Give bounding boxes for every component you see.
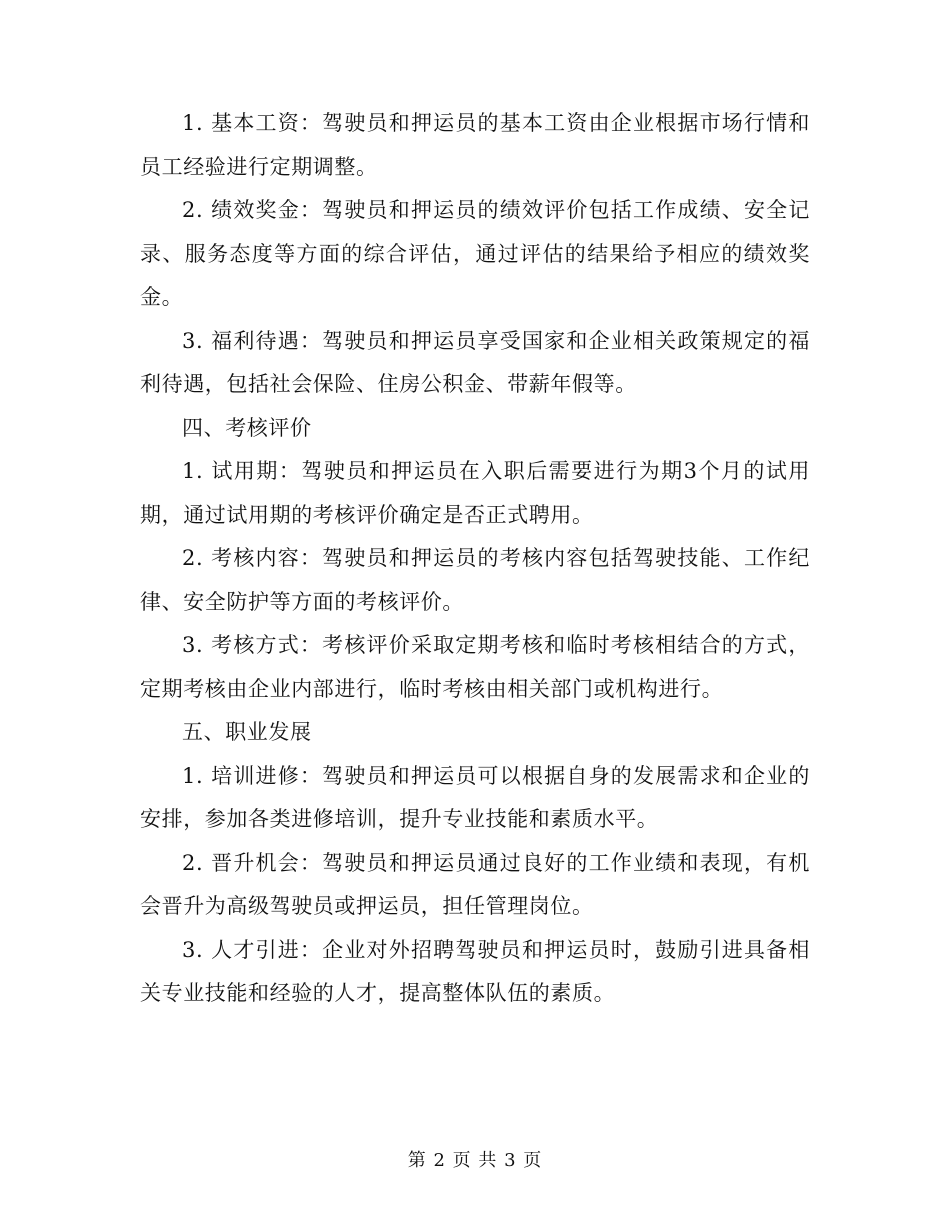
page-footer: 第 2 页 共 3 页: [407, 1150, 543, 1171]
section-heading-assessment: 四、考核评价: [182, 415, 312, 440]
paragraph-talent: 3. 人才引进：企业对外招聘驾驶员和押运员时，鼓励引进具备相关专业技能和经验的人才，提高整体队伍的素质。: [140, 937, 810, 1005]
paragraph-performance-bonus: 2. 绩效奖金：驾驶员和押运员的绩效评价包括工作成绩、安全记录、服务态度等方面的综合评估，通过评估的结果给予相应的绩效奖金。: [140, 198, 810, 309]
paragraph-assessment-method: 3. 考核方式：考核评价采取定期考核和临时考核相结合的方式，定期考核由企业内部进行，临时考核由相关部门或机构进行。: [140, 633, 810, 701]
paragraph-assessment-content: 2. 考核内容：驾驶员和押运员的考核内容包括驾驶技能、工作纪律、安全防护等方面的考核评价。: [140, 546, 810, 614]
paragraph-basic-salary: 1. 基本工资：驾驶员和押运员的基本工资由企业根据市场行情和员工经验进行定期调整。: [140, 111, 810, 179]
paragraph-training: 1. 培训进修：驾驶员和押运员可以根据自身的发展需求和企业的安排，参加各类进修培训，提升专业技能和素质水平。: [140, 763, 810, 831]
paragraph-benefits: 3. 福利待遇：驾驶员和押运员享受国家和企业相关政策规定的福利待遇，包括社会保险、住房公积金、带薪年假等。: [140, 328, 810, 396]
paragraph-probation: 1. 试用期：驾驶员和押运员在入职后需要进行为期3个月的试用期，通过试用期的考核评价确定是否正式聘用。: [140, 459, 810, 527]
document-body: [140, 102, 810, 1016]
paragraph-promotion: 2. 晋升机会：驾驶员和押运员通过良好的工作业绩和表现，有机会晋升为高级驾驶员或押运员，担任管理岗位。: [140, 850, 810, 918]
section-heading-career: 五、职业发展: [182, 720, 312, 744]
